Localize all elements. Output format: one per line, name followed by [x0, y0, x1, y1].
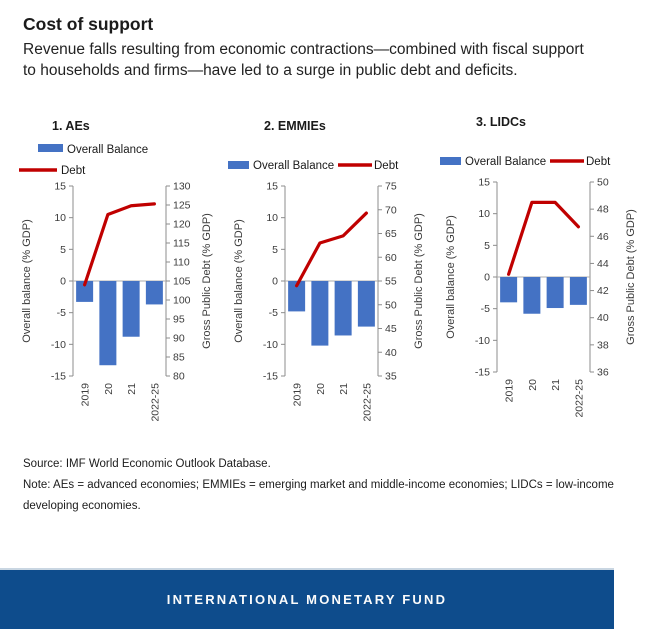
debt-line	[297, 213, 367, 286]
svg-text:-15: -15	[50, 370, 66, 383]
svg-text:50: 50	[385, 299, 397, 312]
imf-footer-bar	[0, 568, 614, 629]
emmies-chart	[228, 138, 434, 436]
svg-text:48: 48	[597, 203, 609, 216]
svg-text:15: 15	[478, 176, 490, 189]
svg-text:-10: -10	[474, 334, 490, 347]
svg-text:110: 110	[173, 256, 190, 269]
svg-text:105: 105	[173, 275, 191, 288]
svg-text:115: 115	[173, 237, 190, 250]
svg-text:2019: 2019	[503, 379, 516, 403]
svg-text:-10: -10	[50, 338, 66, 351]
balance-bar	[500, 277, 517, 302]
svg-text:36: 36	[597, 366, 609, 379]
svg-text:46: 46	[597, 230, 609, 243]
svg-text:-10: -10	[262, 338, 278, 351]
legend-bar-label: Overall Balance	[67, 144, 149, 156]
figure-notes	[23, 454, 625, 517]
svg-text:5: 5	[60, 243, 66, 256]
svg-text:70: 70	[385, 204, 397, 217]
chart-svg	[228, 138, 434, 436]
svg-text:95: 95	[173, 313, 185, 326]
svg-text:80: 80	[173, 370, 185, 383]
svg-text:-15: -15	[262, 370, 278, 383]
legend-bar-swatch	[38, 144, 63, 152]
imf-footer-label: INTERNATIONAL MONETARY FUND	[166, 592, 448, 607]
svg-text:10: 10	[478, 208, 490, 221]
svg-text:40: 40	[385, 346, 397, 359]
svg-text:42: 42	[597, 285, 609, 298]
svg-text:5: 5	[272, 243, 278, 256]
svg-text:21: 21	[550, 379, 563, 391]
svg-text:0: 0	[484, 271, 490, 284]
svg-text:120: 120	[173, 218, 191, 231]
balance-bar	[123, 281, 140, 337]
panel-title-emmies: 2. EMMIEs	[264, 119, 326, 133]
svg-text:15: 15	[54, 180, 66, 193]
legend-bar-label: Overall Balance	[253, 160, 335, 172]
svg-text:38: 38	[597, 339, 609, 352]
charts-row	[0, 115, 659, 436]
svg-text:0: 0	[272, 275, 278, 288]
source-note: Source: IMF World Economic Outlook Database.	[23, 458, 271, 470]
figure-title: Cost of support	[23, 14, 154, 34]
chart-panel-emmies	[228, 119, 440, 436]
svg-text:10: 10	[266, 212, 278, 225]
svg-text:55: 55	[385, 275, 397, 288]
balance-bar	[335, 281, 352, 335]
chart-svg	[440, 134, 646, 432]
svg-text:-5: -5	[480, 303, 490, 316]
balance-bar	[523, 277, 540, 314]
svg-text:100: 100	[173, 294, 191, 307]
balance-bar	[570, 277, 587, 305]
right-axis-label: Gross Public Debt (% GDP)	[625, 209, 637, 345]
svg-text:-15: -15	[474, 366, 490, 379]
svg-text:90: 90	[173, 332, 185, 345]
legend-line-label: Debt	[61, 165, 86, 177]
chart-svg	[16, 138, 222, 436]
legend-line-label: Debt	[586, 156, 611, 168]
svg-text:20: 20	[526, 379, 539, 391]
svg-text:50: 50	[597, 176, 609, 189]
left-axis-label: Overall balance (% GDP)	[445, 215, 457, 339]
legend-bar-swatch	[440, 157, 461, 165]
panel-title-aes: 1. AEs	[52, 119, 90, 133]
svg-text:60: 60	[385, 251, 397, 264]
lidcs-chart	[440, 134, 646, 432]
legend-bar-swatch	[228, 161, 249, 169]
svg-text:2022-25: 2022-25	[573, 379, 586, 418]
svg-text:-5: -5	[56, 307, 66, 320]
legend-line-label: Debt	[374, 160, 399, 172]
balance-bar	[547, 277, 564, 308]
svg-text:15: 15	[266, 180, 278, 193]
svg-text:44: 44	[597, 257, 609, 270]
legend-bar-label: Overall Balance	[465, 156, 547, 168]
svg-text:10: 10	[54, 212, 66, 225]
svg-text:20: 20	[102, 383, 115, 395]
svg-text:130: 130	[173, 180, 191, 193]
figure-header	[0, 0, 659, 81]
figure-subtitle: Revenue falls resulting from economic contractions—combined with fiscal support to households and firms—have led to a surge in public debt and deficits.	[23, 41, 584, 79]
svg-text:75: 75	[385, 180, 397, 193]
chart-panel-lidcs	[440, 115, 652, 436]
svg-text:2022-25: 2022-25	[361, 383, 374, 422]
svg-text:20: 20	[314, 383, 327, 395]
svg-text:5: 5	[484, 239, 490, 252]
svg-text:21: 21	[338, 383, 351, 395]
svg-text:40: 40	[597, 312, 609, 325]
svg-text:125: 125	[173, 199, 191, 212]
svg-text:0: 0	[60, 275, 66, 288]
balance-bar	[99, 281, 116, 365]
debt-line	[85, 204, 155, 285]
svg-text:65: 65	[385, 228, 397, 240]
aes-chart	[16, 138, 222, 436]
svg-text:2019: 2019	[79, 383, 92, 407]
svg-text:-5: -5	[268, 307, 278, 320]
definition-note: Note: AEs = advanced economies; EMMIEs = emerging market and middle-income economies; LIDCs = low-income developing economies.	[23, 479, 614, 512]
chart-panel-aes	[16, 119, 228, 436]
svg-text:21: 21	[126, 383, 139, 395]
svg-text:2022-25: 2022-25	[149, 383, 162, 422]
balance-bar	[146, 281, 163, 304]
svg-text:45: 45	[385, 323, 397, 335]
balance-bar	[358, 281, 375, 327]
svg-text:85: 85	[173, 351, 185, 364]
svg-text:35: 35	[385, 370, 397, 383]
right-axis-label: Gross Public Debt (% GDP)	[413, 213, 425, 349]
left-axis-label: Overall balance (% GDP)	[21, 219, 33, 343]
panel-title-lidcs: 3. LIDCs	[476, 115, 527, 129]
debt-line	[509, 202, 579, 274]
left-axis-label: Overall balance (% GDP)	[233, 219, 245, 343]
balance-bar	[311, 281, 328, 346]
right-axis-label: Gross Public Debt (% GDP)	[201, 213, 213, 349]
svg-text:2019: 2019	[291, 383, 304, 407]
